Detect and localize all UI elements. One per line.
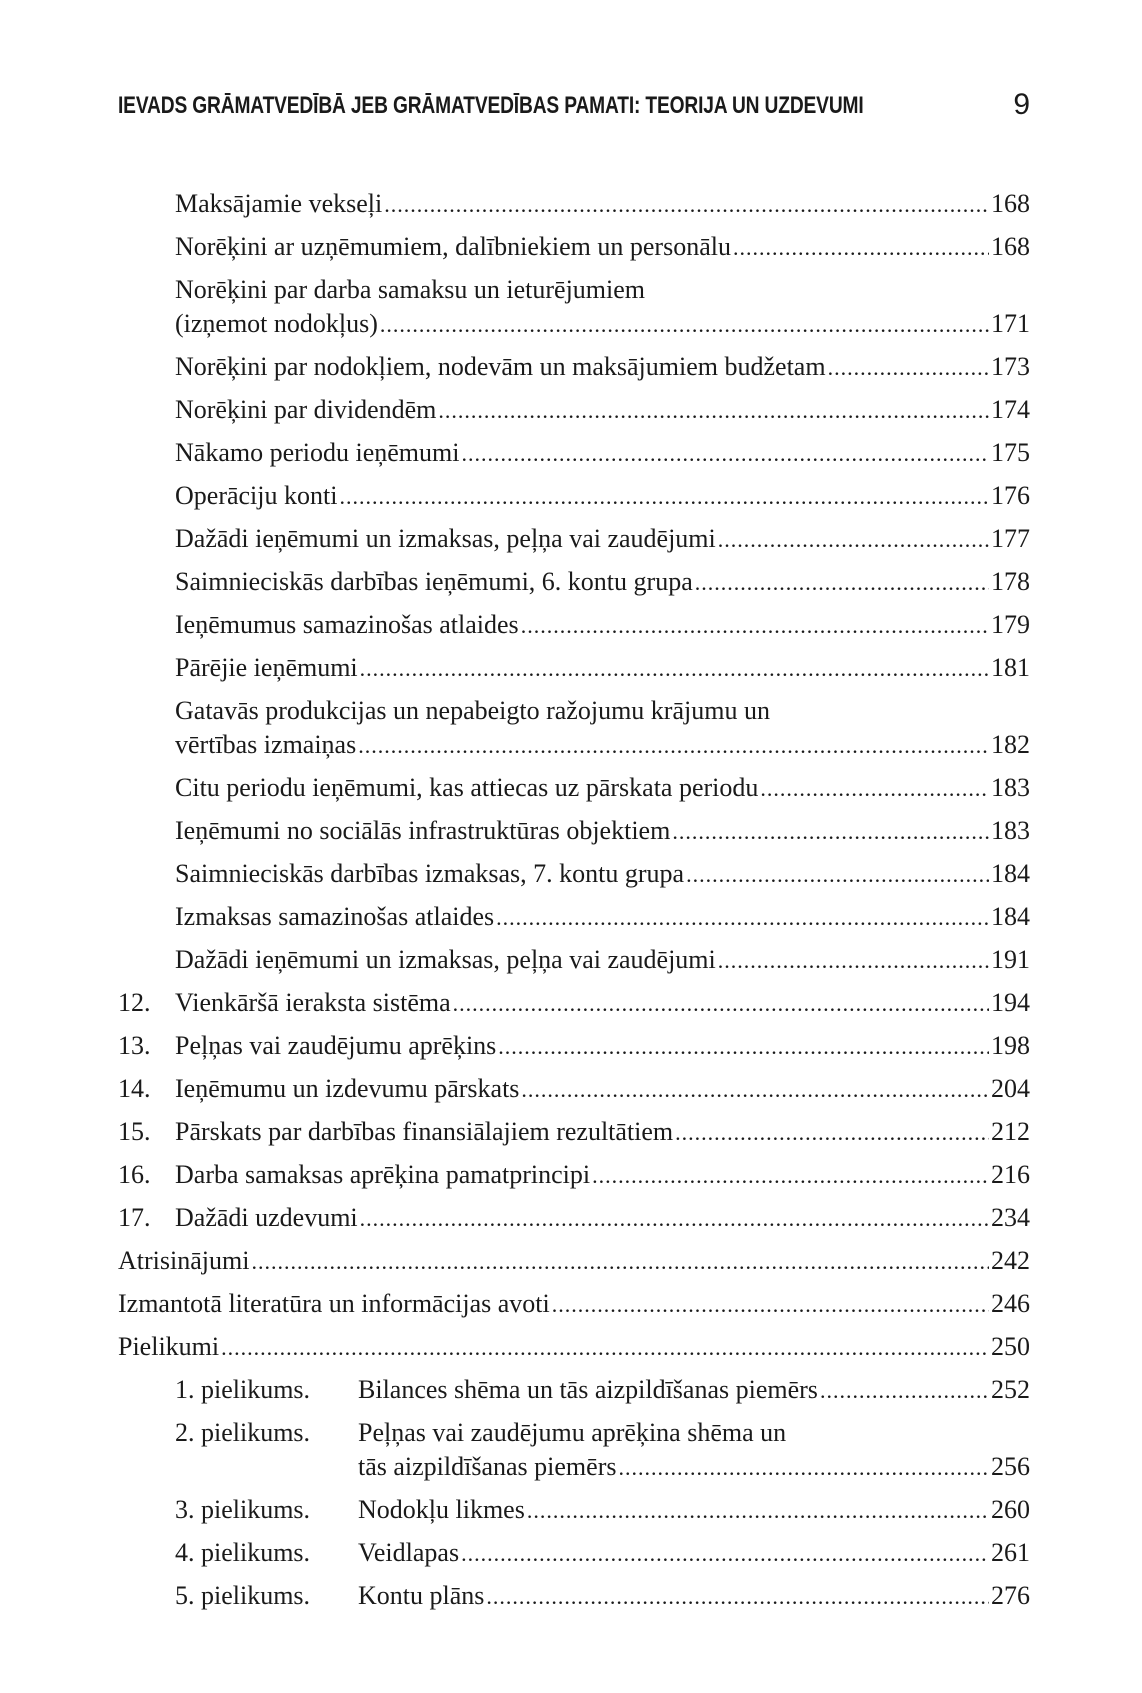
toc-entry-title: Pārējie ieņēmumi <box>175 651 360 685</box>
toc-chapter-entry[interactable] <box>118 1029 1030 1063</box>
chapter-number: 14. <box>118 1074 151 1103</box>
toc-entry-title: Bilances shēma un tās aizpildīšanas piemērs <box>358 1373 820 1407</box>
dot-leader <box>221 1331 989 1365</box>
dot-leader <box>360 1202 989 1236</box>
toc-entry-title: Ieņēmumu un izdevumu pārskats <box>175 1072 521 1106</box>
toc-entry-page: 250 <box>989 1330 1030 1364</box>
toc-entry-title-line1: Peļņas vai zaudējumu aprēķina shēma un <box>358 1418 787 1447</box>
dot-leader <box>527 1494 989 1528</box>
toc-entry[interactable] <box>118 814 1030 848</box>
toc-entry[interactable] <box>118 522 1030 556</box>
toc-appendix-entry[interactable] <box>118 1416 1030 1484</box>
toc-entry-page: 256 <box>989 1450 1030 1484</box>
toc-entry-title: Maksājamie vekseļi <box>175 187 384 221</box>
running-header <box>118 88 1030 128</box>
toc-entry-page: 242 <box>989 1244 1030 1278</box>
toc-entry-page: 176 <box>989 479 1030 513</box>
toc-entry-page: 252 <box>989 1373 1030 1407</box>
chapter-number: 16. <box>118 1160 151 1189</box>
toc-entry-title: Citu periodu ieņēmumi, kas attiecas uz pārskata periodu <box>175 771 760 805</box>
dot-leader <box>686 858 989 892</box>
toc-entry-page: 184 <box>989 857 1030 891</box>
toc-appendix-entry[interactable] <box>118 1373 1030 1407</box>
dot-leader <box>521 1073 989 1107</box>
toc-entry-title: Dažādi ieņēmumi un izmaksas, peļņa vai zaudējumi <box>175 522 718 556</box>
toc-appendix-entry[interactable] <box>118 1493 1030 1527</box>
toc-chapter-entry[interactable] <box>118 1115 1030 1149</box>
toc-entry-page: 260 <box>989 1493 1030 1527</box>
toc-entry[interactable] <box>118 943 1030 977</box>
dot-leader <box>251 1245 989 1279</box>
toc-entry-title: Saimnieciskās darbības izmaksas, 7. kontu grupa <box>175 857 686 891</box>
dot-leader <box>718 523 989 557</box>
toc-entry-page: 171 <box>989 307 1030 341</box>
toc-entry-title: tās aizpildīšanas piemērs <box>358 1450 618 1484</box>
toc-chapter-entry[interactable] <box>118 1201 1030 1235</box>
toc-entry[interactable] <box>118 187 1030 221</box>
toc-entry-page: 246 <box>989 1287 1030 1321</box>
chapter-number: 13. <box>118 1031 151 1060</box>
appendix-number: 4. pielikums. <box>175 1538 311 1567</box>
toc-entry[interactable] <box>118 393 1030 427</box>
toc-entry[interactable] <box>118 608 1030 642</box>
dot-leader <box>498 1030 989 1064</box>
toc-entry-page: 194 <box>989 986 1030 1020</box>
toc-entry-page: 183 <box>989 771 1030 805</box>
dot-leader <box>438 394 989 428</box>
dot-leader <box>618 1451 989 1485</box>
toc-entry-title: Pārskats par darbības finansiālajiem rezultātiem <box>175 1115 675 1149</box>
toc-entry-page: 173 <box>989 350 1030 384</box>
dot-leader <box>521 609 989 643</box>
toc-entry-page: 175 <box>989 436 1030 470</box>
chapter-number: 12. <box>118 988 151 1017</box>
dot-leader <box>695 566 989 600</box>
toc-entry-title: Darba samaksas aprēķina pamatprincipi <box>175 1158 592 1192</box>
toc-entry-title: Ieņēmumus samazinošas atlaides <box>175 608 521 642</box>
toc-entry[interactable] <box>118 479 1030 513</box>
dot-leader <box>820 1374 989 1408</box>
page-number: 9 <box>1013 88 1030 121</box>
toc-entry-title: Atrisinājumi <box>118 1244 251 1278</box>
toc-entry[interactable] <box>118 436 1030 470</box>
toc-entry[interactable] <box>118 565 1030 599</box>
book-title: IEVADS GRĀMATVEDĪBĀ JEB GRĀMATVEDĪBAS PAMATI: TEORIJA UN UZDEVUMI <box>118 92 864 119</box>
toc-entry-title-line1: Norēķini par darba samaksu un ieturējumiem <box>175 275 646 304</box>
toc-entry[interactable] <box>118 857 1030 891</box>
toc-chapter-entry[interactable] <box>118 986 1030 1020</box>
toc-entry[interactable] <box>118 273 1030 341</box>
toc-entry-page: 184 <box>989 900 1030 934</box>
toc-entry-page: 168 <box>989 187 1030 221</box>
toc-entry-title: (izņemot nodokļus) <box>175 307 380 341</box>
toc-entry-title: Norēķini par dividendēm <box>175 393 438 427</box>
toc-entry-title: Dažādi uzdevumi <box>175 1201 360 1235</box>
dot-leader <box>360 652 989 686</box>
toc-entry[interactable] <box>118 350 1030 384</box>
dot-leader <box>496 901 989 935</box>
toc-entry-page: 204 <box>989 1072 1030 1106</box>
toc-entry-title: Saimnieciskās darbības ieņēmumi, 6. kontu grupa <box>175 565 695 599</box>
toc-entry-title: Pielikumi <box>118 1330 221 1364</box>
toc-entry-title: Kontu plāns <box>358 1579 486 1613</box>
toc-entry-page: 198 <box>989 1029 1030 1063</box>
dot-leader <box>718 944 989 978</box>
dot-leader <box>552 1288 989 1322</box>
toc-entry-page: 168 <box>989 230 1030 264</box>
dot-leader <box>592 1159 989 1193</box>
appendix-number: 1. pielikums. <box>175 1375 311 1404</box>
toc-section-entry[interactable] <box>118 1244 1030 1278</box>
toc-entry-title: Nākamo periodu ieņēmumi <box>175 436 461 470</box>
toc-entry-title-line1: Gatavās produkcijas un nepabeigto ražojumu krājumu un <box>175 696 770 725</box>
toc-entry-title: vērtības izmaiņas <box>175 728 358 762</box>
appendix-number: 3. pielikums. <box>175 1495 311 1524</box>
toc-entry-title: Izmantotā literatūra un informācijas avoti <box>118 1287 552 1321</box>
toc-entry-title: Peļņas vai zaudējumu aprēķins <box>175 1029 498 1063</box>
toc-entry-page: 234 <box>989 1201 1030 1235</box>
toc-entry[interactable] <box>118 771 1030 805</box>
toc-entry-title: Dažādi ieņēmumi un izmaksas, peļņa vai zaudējumi <box>175 943 718 977</box>
toc-entry-page: 181 <box>989 651 1030 685</box>
toc-entry-page: 179 <box>989 608 1030 642</box>
chapter-number: 17. <box>118 1203 151 1232</box>
toc-entry-page: 177 <box>989 522 1030 556</box>
toc-entry-page: 178 <box>989 565 1030 599</box>
toc-entry[interactable] <box>118 694 1030 762</box>
toc-entry-page: 261 <box>989 1536 1030 1570</box>
chapter-number: 15. <box>118 1117 151 1146</box>
dot-leader <box>672 815 989 849</box>
toc-section-entry[interactable] <box>118 1287 1030 1321</box>
dot-leader <box>733 231 989 265</box>
appendix-number: 5. pielikums. <box>175 1581 311 1610</box>
toc-entry-page: 276 <box>989 1579 1030 1613</box>
dot-leader <box>461 437 989 471</box>
table-of-contents <box>118 187 1030 1622</box>
toc-chapter-entry[interactable] <box>118 1072 1030 1106</box>
dot-leader <box>486 1580 989 1614</box>
toc-entry-title: Izmaksas samazinošas atlaides <box>175 900 496 934</box>
dot-leader <box>675 1116 989 1150</box>
toc-entry-page: 216 <box>989 1158 1030 1192</box>
toc-chapter-entry[interactable] <box>118 1158 1030 1192</box>
toc-entry-title: Vienkāršā ieraksta sistēma <box>175 986 453 1020</box>
toc-entry-title: Norēķini par nodokļiem, nodevām un maksājumiem budžetam <box>175 350 828 384</box>
dot-leader <box>760 772 989 806</box>
dot-leader <box>461 1537 989 1571</box>
dot-leader <box>380 308 989 342</box>
toc-section-entry[interactable] <box>118 1330 1030 1364</box>
toc-entry-page: 174 <box>989 393 1030 427</box>
dot-leader <box>828 351 989 385</box>
toc-appendix-entry[interactable] <box>118 1536 1030 1570</box>
toc-entry-page: 183 <box>989 814 1030 848</box>
dot-leader <box>358 729 989 763</box>
dot-leader <box>453 987 989 1021</box>
toc-entry[interactable] <box>118 230 1030 264</box>
toc-entry-page: 191 <box>989 943 1030 977</box>
toc-entry-title: Operāciju konti <box>175 479 339 513</box>
appendix-number: 2. pielikums. <box>175 1418 311 1447</box>
toc-appendix-entry[interactable] <box>118 1579 1030 1613</box>
toc-entry-page: 182 <box>989 728 1030 762</box>
toc-entry[interactable] <box>118 900 1030 934</box>
dot-leader <box>384 188 989 222</box>
toc-entry-title: Veidlapas <box>358 1536 461 1570</box>
toc-entry-title: Ieņēmumi no sociālās infrastruktūras objektiem <box>175 814 672 848</box>
toc-entry-title: Norēķini ar uzņēmumiem, dalībniekiem un personālu <box>175 230 733 264</box>
toc-entry-title: Nodokļu likmes <box>358 1493 527 1527</box>
toc-entry[interactable] <box>118 651 1030 685</box>
toc-entry-page: 212 <box>989 1115 1030 1149</box>
dot-leader <box>339 480 989 514</box>
